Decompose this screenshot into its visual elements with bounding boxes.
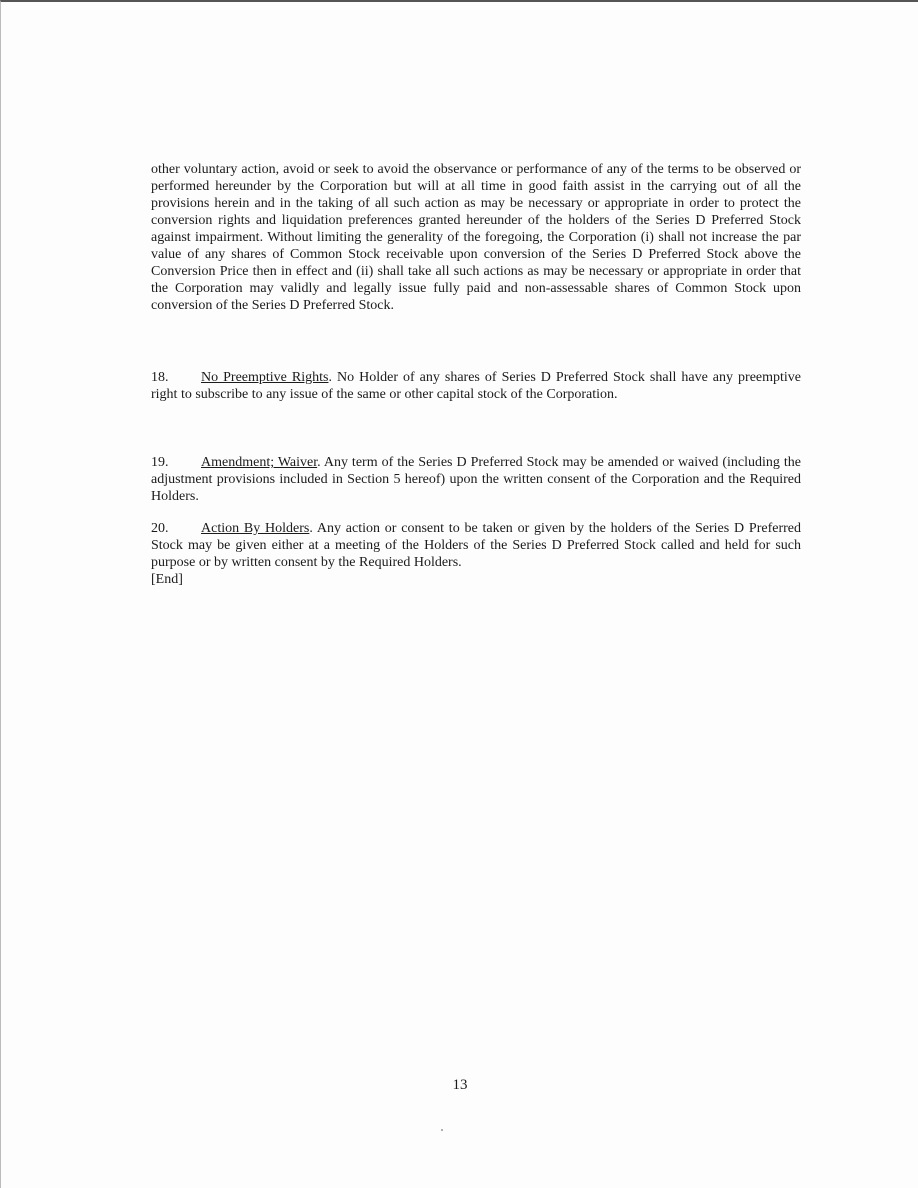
section-20-number: 20. xyxy=(151,521,169,536)
section-19-heading: Amendment; Waiver xyxy=(201,455,318,470)
section-18-text: . No Holder of any shares of Series D Preferred Stock shall have any preemptive right to subscribe to any issue of the same or other capital stock of the Corporation. xyxy=(151,370,802,402)
end-mark: [End] xyxy=(151,572,183,587)
section-20 xyxy=(151,520,801,588)
continuation-paragraph-text: other voluntary action, avoid or seek to avoid the observance or performance of any of the terms to be observed or performed hereunder by the Corporation but will at all time in good faith assist in the carrying out of all the provisions herein and in the taking of all such action as may be necessary or appropriate in order to protect the conversion rights and liquidation preferences granted hereunder of the holders of the Series D Preferred Stock against impairment. Without limiting the generality of the foregoing, the Corporation (i) shall not increase the par value of any shares of Common Stock receivable upon conversion of the Series D Preferred Stock above the Conversion Price then in effect and (ii) shall take all such actions as may be necessary or appropriate in order that the Corporation may validly and legally issue fully paid and non-assessable shares of Common Stock upon conversion of the Series D Preferred Stock. xyxy=(151,162,801,313)
continuation-paragraph xyxy=(151,161,801,314)
section-18-number: 18. xyxy=(151,370,169,385)
scan-speck xyxy=(441,1129,443,1131)
section-20-text: . Any action or consent to be taken or given by the holders of the Series D Preferred Stock may be given either at a meeting of the Holders of the Series D Preferred Stock called and held for such purpose or by written consent by the Required Holders. xyxy=(151,521,801,570)
section-19 xyxy=(151,454,801,505)
section-18 xyxy=(151,369,801,403)
section-19-number: 19. xyxy=(151,455,169,470)
section-20-heading: Action By Holders xyxy=(201,521,310,536)
section-18-heading: No Preemptive Rights xyxy=(201,370,329,385)
section-19-text: . Any term of the Series D Preferred Stock may be amended or waived (including the adjustment provisions included in Section 5 hereof) upon the written consent of the Corporation and the Required Holders. xyxy=(151,455,801,504)
page-number: 13 xyxy=(452,1077,468,1093)
